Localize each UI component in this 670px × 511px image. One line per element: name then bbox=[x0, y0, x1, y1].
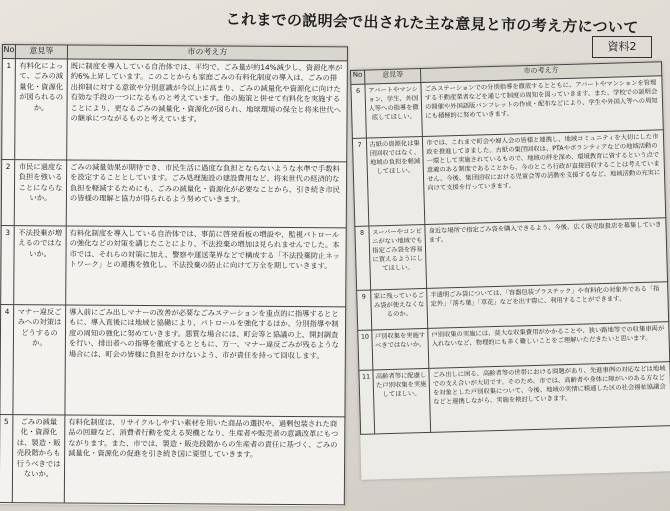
row-city-view: 市では、これまで町会や婦人会の皆様と連携し、地域コミュニティを大切にした市政を推進してきました。古紙の集団回収は、PTAやボランティアなどの地域活動の一環として実施されているもので、地域の絆を深め、環境教育に資するという点で意義のある制度であることから、今のところ行政が直接回収することは考えていません。今後、集団回収における児童会等の活動を支援するなど、地域活動の充実に向けて支援を行っていきます。 bbox=[422, 130, 665, 225]
table-row bbox=[359, 362, 670, 435]
row-opinion: スーパーやコンビニがない地域でも指定ごみ袋を容易に買えるようにしてほしい。 bbox=[369, 224, 427, 290]
row-opinion: 市民に過度な負担を強いることにならないか。 bbox=[14, 160, 66, 226]
row-opinion: 高齢者等に配慮した戸別収集を実施してほしい。 bbox=[373, 368, 431, 434]
row-number: 1 bbox=[2, 59, 16, 160]
row-number: 10 bbox=[358, 330, 373, 370]
row-number: 7 bbox=[352, 138, 368, 226]
opinions-table-right bbox=[350, 61, 670, 435]
left-table-sheet bbox=[0, 44, 348, 506]
table-row bbox=[0, 414, 345, 504]
table-row bbox=[0, 304, 346, 416]
header-no: No bbox=[2, 45, 15, 59]
row-number: 9 bbox=[357, 290, 372, 330]
row-opinion: アパートやマンション、学生、外国人等への指導を徹底してほしい。 bbox=[365, 83, 422, 139]
row-city-view: ごみステーションでの分別指導を徹底するとともに、アパートやマンションを管理する不動産業者などを通じて制度の周知を図っていきます。また、学校での説明会の開催や外国語版パンフレットの作成・配布などにより、学生や外国人等への周知にも積極的に努めていきます。 bbox=[421, 76, 663, 137]
row-number: 4 bbox=[0, 304, 14, 414]
header-no: No bbox=[351, 70, 365, 84]
row-opinion: 不法投棄が増えるのではないか。 bbox=[14, 226, 67, 305]
table-row bbox=[352, 130, 665, 227]
row-number: 3 bbox=[1, 225, 15, 304]
header-city-view: 市の考え方 bbox=[420, 62, 661, 83]
row-number: 5 bbox=[0, 414, 13, 502]
row-city-view: 戸別収集の実施には、莫大な収集費用がかかることや、狭い路地等での収集車両が入れないなど、物理的にも多く難しいことをご理解いただきたいと思います。 bbox=[428, 322, 670, 369]
row-city-view: 既に制度を導入している自治体では、平均で、ごみ量が約14%減少し、資源化率が約6%上昇しています。このことからも家庭ごみの有料化制度の導入は、ごみの排出抑制に対する意欲や分別意識が今以上に高まり、ごみの減量化や資源化に向けた有効な手段の一つになるものと考えています。他の施策と併せて有料化を実施することにより、更なるごみの減量化・資源化が図られ、地球環境の保全と将来世代への継承につながるものと考えています。 bbox=[67, 59, 348, 162]
row-number: 8 bbox=[355, 226, 371, 290]
row-opinion: 古紙の資源化は集団回収ではなく、地域の負担を軽減してほしい。 bbox=[366, 137, 424, 227]
header-opinion: 意見等 bbox=[365, 69, 421, 85]
table-row bbox=[1, 225, 347, 306]
row-opinion: 家に残っているごみ袋が使えなくなるのか。 bbox=[371, 288, 428, 330]
row-city-view: 導入前にごみ出しマナーの改善が必要なごみステーションを重点的に指導するとともに、導入直後には地域と協働により、パトロールを強化するほか、分別指導や制度の周知の強化に努めていきます。悪質な場合には、町会等と協議の上、開封調査を行い、排出者への指導を徹底するとともに、万一、マナー違反ごみが残るような場合には、町会の皆様に負担をかけないよう、市が責任を持って回収します。 bbox=[65, 305, 346, 417]
table-row bbox=[355, 218, 668, 291]
header-city-view: 市の考え方 bbox=[67, 45, 347, 61]
row-opinion: 戸別収集を実施すべきではないか。 bbox=[372, 328, 429, 370]
table-row bbox=[2, 59, 348, 162]
row-number: 6 bbox=[351, 84, 367, 138]
opinions-table-left bbox=[0, 44, 348, 505]
row-number: 11 bbox=[359, 370, 375, 434]
row-city-view: 身近な場所で指定ごみ袋を購入できるよう、今後、広く販売取扱店を募集していきます。 bbox=[425, 218, 668, 289]
right-table-sheet bbox=[350, 61, 670, 480]
row-city-view: ごみ出しに困る、高齢者等の世帯における問題があり、先進事例の対応などは地域での支え合いが大切です。そのため、市では、高齢者や身体に障がいのある方などを対象とした戸別収集について、今後、地域の実情に精通した区の社会福祉協議会などと連携しながら、実施を検討していきます。 bbox=[429, 362, 670, 433]
row-city-view: 有料化制度は、リサイクルしやすい素材を用いた商品の選択や、過剰包装された商品の回避など、消費者行動を変える契機となり、生産者や販売者の意識改革にもつながります。また、市では、製造・販売段階からの生産者の責任に基づく、ごみの減量化・資源化の促進を引き続き国に要望していきます。 bbox=[64, 415, 345, 505]
row-number: 2 bbox=[1, 160, 14, 226]
row-opinion: マナー違反ごみへの対策はどうするのか。 bbox=[13, 305, 66, 415]
table-row bbox=[351, 76, 663, 139]
table-row bbox=[1, 160, 346, 228]
header-opinion: 意見等 bbox=[15, 45, 67, 59]
row-city-view: ごみの減量効果が期待でき、市民生活に過度な負担とならないような水準で手数料を設定することとしています。ごみ処理施設の建設費用など、将来世代の経済的な負担を軽減するためにも、ごみの減量化・資源化が必要なことから、引き続き市民の皆様の理解と協力が得られるよう努めていきます。 bbox=[66, 160, 346, 228]
row-opinion: 有料化によって、ごみの減量化・資源化が図られるのか。 bbox=[15, 59, 68, 160]
document-label: 資料2 bbox=[592, 36, 652, 58]
document-title: これまでの説明会で出された主な意見と市の考え方について bbox=[225, 9, 639, 37]
row-city-view: 有料化制度を導入している自治体では、事前に啓発看板の増設や、監視パトロールの強化などの対策を講じたことにより、不法投棄の増加は見られませんでした。本市では、それらの対策に加え、警察や運送業界などで構成する「不法投棄防止ネットワーク」との連携を強化し、不法投棄の防止に向けて万全を期していきます。 bbox=[66, 226, 347, 307]
row-city-view: 半透明ごみ袋については、「容器包装プラスチック」や有料化の対象外である「指定外」「落ち葉」「草花」などを出す際に、利用することができます。 bbox=[427, 282, 669, 329]
row-opinion: ごみの減量化・資源化は、製造・販売段階からも行うべきではないか。 bbox=[12, 415, 65, 503]
